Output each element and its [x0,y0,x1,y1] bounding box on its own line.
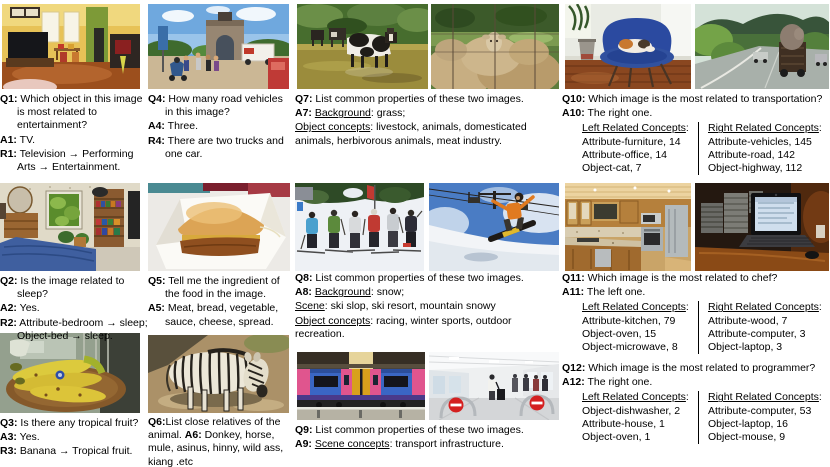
photo-bananas [0,333,140,413]
photo-sheep [431,4,559,89]
question-label: Q5: [148,275,166,287]
concept-group-value: : transport infrastructure. [389,438,504,451]
right-concepts-header: Right Related Concepts: [708,122,822,135]
question-label: Q11: [562,272,585,284]
photo-snowboarder [429,183,559,271]
question-text: List common properties of these two images. [312,272,524,284]
question-line [562,362,830,375]
right-concepts-header: Right Related Concepts: [708,391,822,404]
question-answer-line [148,416,294,467]
answer-line [562,376,830,389]
concept-item: Attribute-office, 14 [582,148,668,161]
concept-group-key: Scene [295,300,325,313]
qa-block-q12 [562,362,830,444]
question-text: List close relatives of the animal. [148,416,281,442]
concept-item: Attribute-wood, 7 [708,314,788,327]
question-label: Q7: [295,93,313,105]
question-line [295,272,561,285]
concept-item: Object-oven, 1 [582,431,651,444]
question-line [148,275,291,301]
qa-block-q10 [562,93,830,175]
question-text: List common properties of these two images. [312,93,524,105]
concept-item: Object-highway, 112 [708,162,803,175]
answer-text: Yes. [16,431,40,444]
concept-group-key: Scene concepts [314,438,390,451]
concept-item: Object-laptop, 3 [708,341,783,354]
reason-line [0,148,150,174]
question-label: Q8: [295,272,313,284]
answer-text: The right one. [584,107,653,120]
concept-group-line [295,121,535,147]
question-label: Q9: [295,424,313,436]
question-label: Q2: [0,275,18,287]
question-line [0,417,150,430]
question-text: Which object in this image is most related to entertainment? [17,93,143,132]
question-text: Is the image related to sleep? [17,275,125,301]
answer-label: A8: [295,286,312,299]
answer-label: A1: [0,133,17,146]
answer-line [562,107,830,120]
concept-group-key: Background [314,286,371,299]
question-text: Which image is the most related to programmer? [585,362,816,374]
reason-label: R4: [148,134,165,147]
answer-text: Three. [164,120,198,133]
photo-living-room [2,4,140,89]
question-text: How many road vehicles in this image? [165,93,283,119]
answer-label: A6: [184,429,202,442]
question-line [295,424,561,437]
qa-block-q3 [0,417,150,460]
concept-group-value: : grass; [370,107,406,120]
answer-label: A3: [0,431,17,444]
concept-item: Attribute-kitchen, 79 [582,314,676,327]
question-text: List common properties of these two images. [312,424,524,436]
concept-group-value: : livestock, animals, domesticated animals, herbivorous animals, meat industry. [295,121,527,147]
answer-text: TV. [16,133,36,146]
photo-airport-corridor [429,352,559,420]
qa-block-q2 [0,275,150,344]
reason-line [0,445,150,458]
answer-text: Yes. [16,302,40,315]
qa-block-q8 [295,272,561,342]
answer-label: A2: [0,302,17,315]
concept-item: Attribute-computer, 53 [708,404,812,417]
concept-group-line [295,300,535,313]
concept-item: Attribute-vehicles, 145 [708,135,812,148]
answer-line [295,107,561,120]
question-label: Q3: [0,417,18,429]
answer-text: The left one. [584,286,646,299]
concept-group-line [295,315,525,341]
question-line [0,275,150,301]
question-text: Which image is the most related to chef? [584,272,778,284]
left-concepts-column [582,391,699,444]
answer-label: A12: [562,376,585,389]
answer-line [0,431,150,444]
answer-label: A7: [295,107,312,120]
reason-label: R2: [0,316,17,329]
photo-bedroom [0,183,140,271]
question-text: Is there any tropical fruit? [17,417,139,429]
concept-item: Object-dishwasher, 2 [582,404,681,417]
answer-line [295,286,561,299]
question-line [562,93,830,106]
left-concepts-header: Left Related Concepts: [582,122,689,135]
answer-line [0,134,150,147]
answer-label: A9: [295,438,312,451]
qa-block-q4 [148,93,291,162]
answer-text: The right one. [584,376,653,389]
concept-group-key: Object concepts [295,121,371,134]
answer-line [148,120,291,133]
concept-item: Attribute-furniture, 14 [582,135,681,148]
left-concepts-header: Left Related Concepts: [582,301,689,314]
question-line [562,272,830,285]
concept-item: Attribute-house, 1 [582,417,665,430]
answer-line [148,302,291,328]
reason-line [148,135,291,161]
photo-kitchen [565,183,691,271]
concept-item: Object-cat, 7 [582,162,642,175]
question-label: Q10: [562,93,586,105]
photo-cows-stream [297,4,428,89]
reason-text: Attribute-bedroom → sleep; Object-bed → sleep. [16,316,148,342]
right-concepts-column [699,301,822,354]
answer-line [562,286,830,299]
related-concepts-table [582,391,830,444]
answer-text: Meat, bread, vegetable, sauce, cheese, spread. [164,302,279,328]
photo-skiers-group [295,183,424,271]
concept-group-key: Object concepts [295,314,371,327]
photo-elephant-truck [695,4,829,89]
answer-label: A11: [562,286,585,299]
reason-text: There are two trucks and one car. [164,134,284,160]
question-line [148,93,291,119]
reason-text: Television → Performing Arts → Entertainment. [16,147,134,174]
photo-street-arch [148,4,289,89]
qa-block-q9 [295,424,561,452]
qa-block-q5 [148,275,291,330]
right-concepts-column [699,391,822,444]
reason-text: Banana → Tropical fruit. [16,445,133,458]
concept-group-key: Background [314,107,371,120]
qa-block-q1 [0,93,150,175]
question-line [0,93,150,133]
answer-line [0,302,150,315]
concept-item: Object-mouse, 9 [708,431,786,444]
concept-item: Object-microwave, 8 [582,341,678,354]
photo-cat-blue-chair [565,4,691,89]
reason-label: R1: [0,147,17,160]
photo-hamburger [148,183,290,271]
question-label: Q12: [562,362,586,374]
question-text: Which image is the most related to transportation? [585,93,823,105]
left-concepts-column [582,301,699,354]
question-line [295,93,561,106]
reason-line [0,317,150,343]
qa-block-q11 [562,272,830,354]
question-label: Q6: [148,416,166,428]
reason-label: R3: [0,445,17,458]
concept-item: Object-laptop, 16 [708,417,788,430]
question-text: Tell me the ingredient of the food in the image. [165,275,280,301]
concept-group-value: : snow; [370,286,405,299]
question-label: Q4: [148,93,166,105]
photo-laptop-desk [695,183,829,271]
concept-item: Attribute-computer, 3 [708,327,806,340]
related-concepts-table [582,301,830,354]
left-concepts-header: Left Related Concepts: [582,391,689,404]
concept-item: Object-oven, 15 [582,327,657,340]
answer-line [295,438,561,451]
concept-group-value: : ski slop, ski resort, mountain snowy [324,300,496,313]
answer-label: A4: [148,120,165,133]
photo-train [297,352,425,420]
answer-text: Donkey, horse, mule, asinus, hinny, wild ass, kiang .etc [148,429,284,467]
answer-label: A5: [148,302,165,315]
right-concepts-header: Right Related Concepts: [708,301,822,314]
left-concepts-column [582,122,699,175]
question-label: Q1: [0,93,18,105]
qa-block-q7 [295,93,561,149]
qa-block-q6 [148,416,294,467]
concept-group-value: : racing, winter sports, outdoor recreation. [295,314,512,340]
right-concepts-column [699,122,822,175]
photo-zebra [148,335,289,413]
related-concepts-table [582,122,830,175]
concept-item: Attribute-road, 142 [708,148,795,161]
answer-label: A10: [562,107,585,120]
